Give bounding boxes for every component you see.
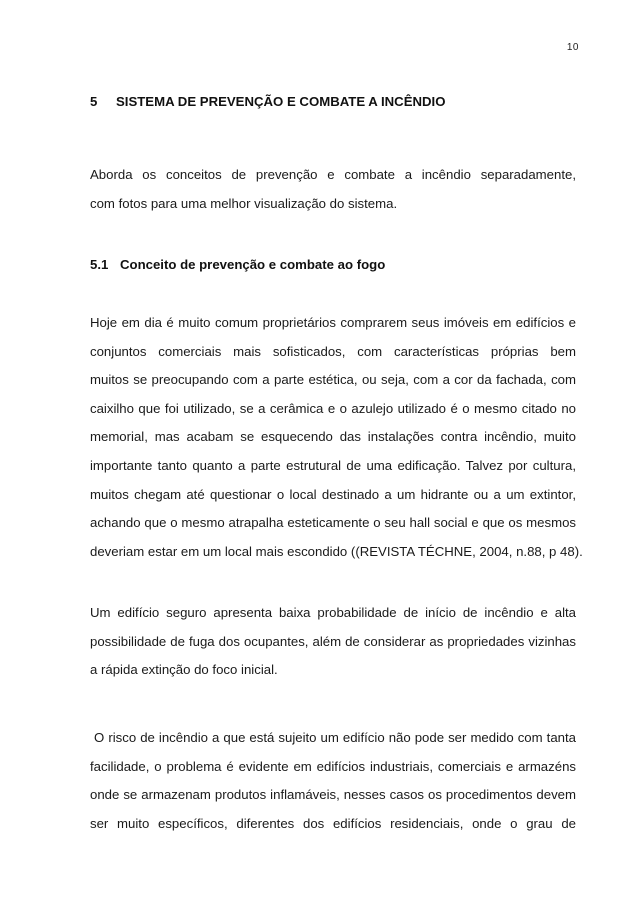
paragraph-line: conjuntos comerciais mais sofisticados, com características próprias bem (90, 343, 576, 359)
subsection-number: 5.1 (90, 257, 109, 272)
section-heading (90, 94, 445, 109)
page-number: 10 (566, 42, 579, 53)
subsection-title: Conceito de prevenção e combate ao fogo (120, 257, 386, 272)
paragraph-line: muitos chegam até questionar o local destinado a um hidrante ou a um extintor, (90, 486, 576, 502)
intro-paragraph (90, 161, 576, 218)
body-paragraph-1 (90, 309, 583, 566)
paragraph-line: caixilho que foi utilizado, se a cerâmica e o azulejo utilizado é o mesmo citado no (90, 400, 576, 416)
paragraph-line: facilidade, o problema é evidente em edifícios industriais, comerciais e armazéns (90, 758, 576, 774)
paragraph-line: possibilidade de fuga dos ocupantes, além de considerar as propriedades vizinhas (90, 633, 576, 649)
paragraph-line: onde se armazenam produtos inflamáveis, nesses casos os procedimentos devem (90, 787, 576, 803)
paragraph-line: deveriam estar em um local mais escondido ((REVISTA TÉCHNE, 2004, n.88, p 48). (90, 543, 583, 559)
paragraph-line: ser muito específicos, diferentes dos edifícios residenciais, onde o grau de (90, 815, 576, 831)
paragraph-line: memorial, mas acabam se esquecendo das instalações contra incêndio, muito (90, 429, 576, 445)
section-number: 5 (90, 94, 98, 109)
paragraph-line: Aborda os conceitos de prevenção e combate a incêndio separadamente, (90, 167, 576, 182)
paragraph-line: O risco de incêndio a que está sujeito um edifício não pode ser medido com tanta (90, 730, 576, 745)
paragraph-line: muitos se preocupando com a parte estética, ou seja, com a cor da fachada, com (90, 372, 576, 388)
body-paragraph-3 (90, 724, 576, 838)
section-title: SISTEMA DE PREVENÇÃO E COMBATE A INCÊNDIO (116, 94, 446, 109)
subsection-heading (90, 257, 385, 272)
paragraph-line: importante tanto quanto a parte estrutural de uma edificação. Talvez por cultura, (90, 457, 576, 473)
body-paragraph-2 (90, 599, 576, 685)
paragraph-line: Um edifício seguro apresenta baixa probabilidade de início de incêndio e alta (90, 605, 576, 620)
paragraph-line: a rápida extinção do foco inicial. (90, 662, 278, 678)
paragraph-line: Hoje em dia é muito comum proprietários comprarem seus imóveis em edifícios e (90, 315, 576, 330)
paragraph-line: com fotos para uma melhor visualização do sistema. (90, 195, 398, 211)
paragraph-line: achando que o mesmo atrapalha esteticamente o seu hall social e que os mesmos (90, 515, 576, 531)
